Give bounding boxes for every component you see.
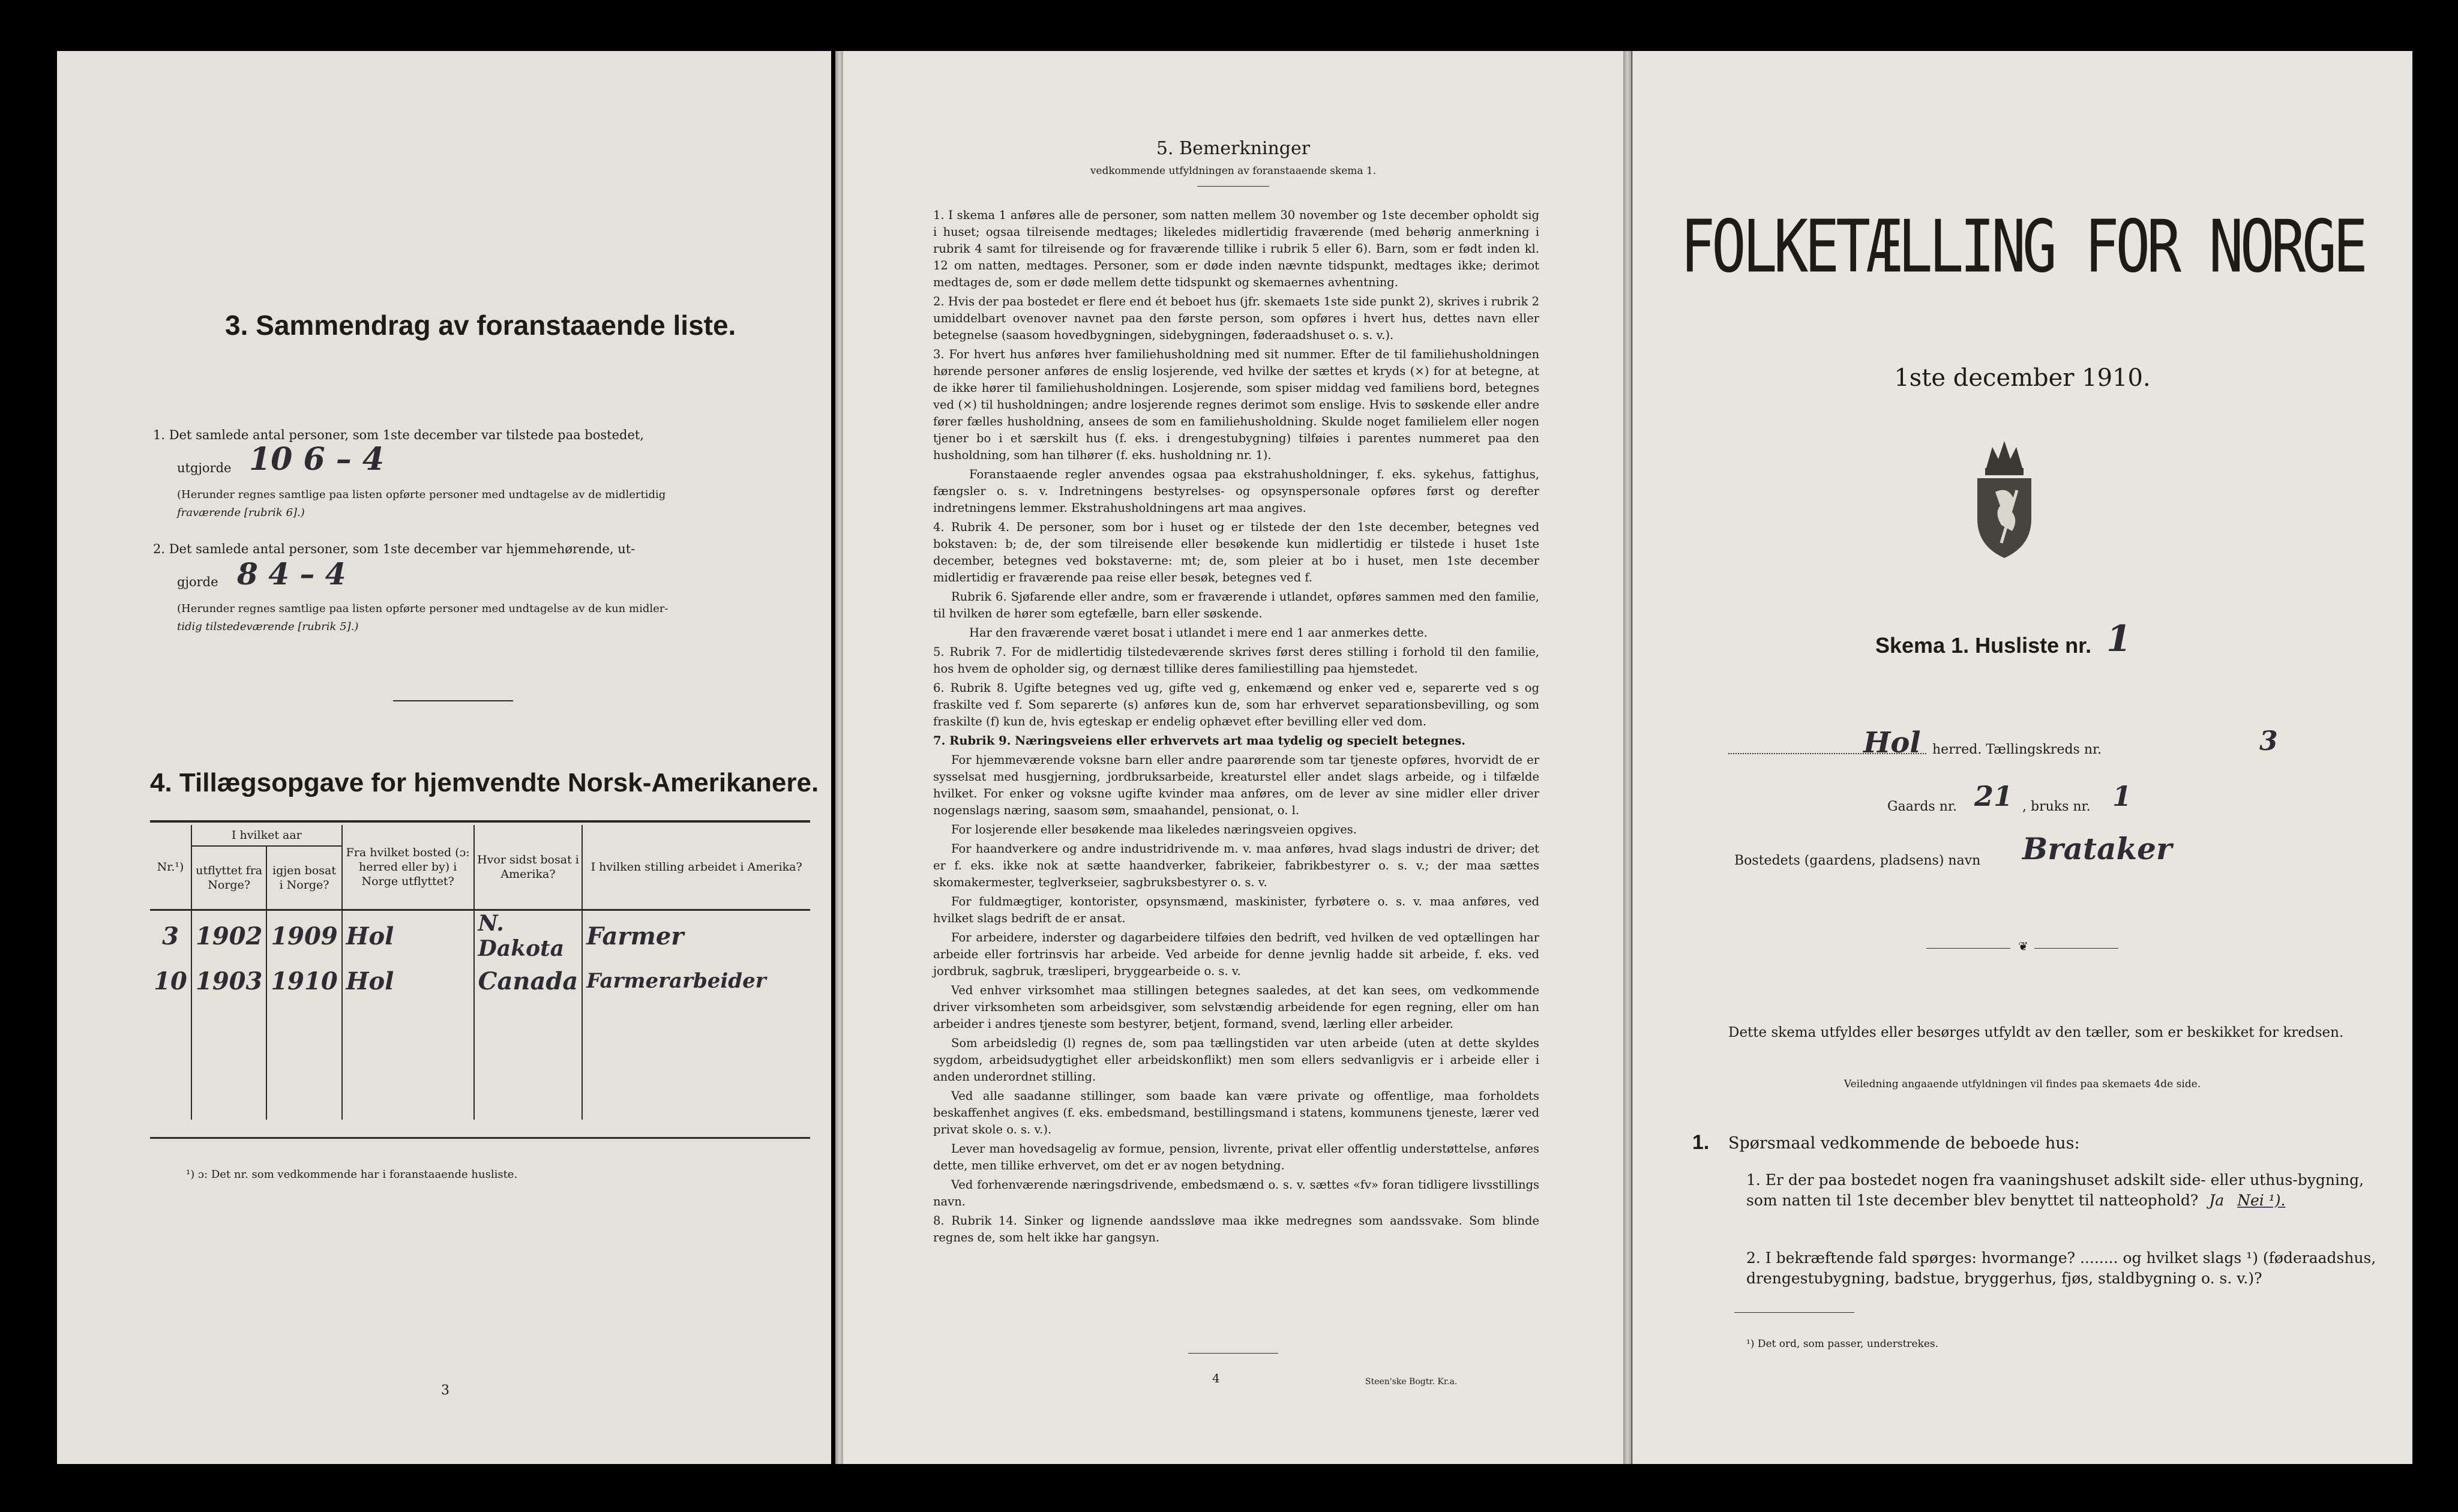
- table-row: [150, 1001, 810, 1040]
- row-where: Canada: [474, 961, 583, 1001]
- divider: [1734, 1312, 1854, 1313]
- row-from: Hol: [342, 910, 474, 962]
- table-top-rule: [150, 820, 810, 823]
- page-number: 3: [441, 1383, 449, 1398]
- divider: [2034, 948, 2118, 949]
- bruks-number: 1: [2112, 780, 2132, 812]
- left-page: [57, 51, 831, 1464]
- item1-prefix: utgjorde: [177, 461, 232, 475]
- item2-value: 8 4 – 4: [237, 556, 346, 592]
- bosted-label: Bostedets (gaardens, pladsens) navn: [1734, 853, 1981, 868]
- husliste-number: 1: [2106, 618, 2132, 660]
- row-emigrated: 1902: [191, 910, 266, 962]
- remark-paragraph: 2. Hvis der paa bostedet er flere end ét beboet hus (jfr. skemaets 1ste side punkt 2), skrives i rubrik 2 umiddelbart ovenover navnet paa den første person, som opføres i hvert hus, dettes navn eller betegnelse (saasom hovedbygningen, sidebygningen, føderaadshuset o. s. v.).: [933, 295, 1539, 342]
- answer-nei: Nei ¹).: [2237, 1192, 2286, 1209]
- remark-paragraph: For fuldmægtiger, kontorister, opsynsmænd, maskinister, fyrbøtere o. s. v. maa anføres, ved hvilket slags bedrift de er ansat.: [933, 895, 1539, 925]
- remarks-subtitle: vedkommende utfyldningen av foranstaaende skema 1.: [1090, 165, 1377, 177]
- remarks-body: [933, 207, 1539, 1249]
- col-emigrated: utflyttet fra Norge?: [191, 846, 266, 910]
- item1-text: 1. Det samlede antal personer, som 1ste december var tilstede paa bostedet,: [153, 428, 645, 442]
- row-nr: 3: [150, 910, 191, 962]
- row-job: Farmerarbeider: [582, 961, 810, 1001]
- item1-note-b: fraværende [rubrik 6].): [177, 506, 305, 519]
- table-row: [150, 910, 810, 962]
- divider: [1197, 186, 1269, 187]
- page-number: 4: [1212, 1371, 1220, 1385]
- page-fold: [835, 51, 844, 1464]
- kreds-number: 3: [2259, 726, 2278, 757]
- question-head: Spørsmaal vedkommende de beboede hus:: [1728, 1134, 2080, 1153]
- coat-of-arms-icon: [1965, 435, 2043, 561]
- remark-paragraph: Foranstaaende regler anvendes ogsaa paa ekstrahusholdninger, f. eks. sykehus, fattighus, fængsler o. s. v. Indretningens bestyrelses- og opsynspersonale opføres først og derefter indretningens lemmer. Ekstrahusholdningens art maa angives.: [933, 467, 1539, 515]
- form-title: FOLKETÆLLING FOR NORGE: [1680, 205, 2364, 289]
- gaards-number: 21: [1974, 780, 2013, 812]
- gaards-label: Gaards nr.: [1887, 799, 1957, 814]
- question-1-text: 1. Er der paa bostedet nogen fra vaaningshuset adskilt side- eller uthus-bygning, som natten til 1ste december blev benyttet til natteophold?: [1746, 1171, 2364, 1209]
- remark-paragraph: 3. For hvert hus anføres hver familiehusholdning med sit nummer. Efter de til familiehusholdningen hørende personer anføres de enslig losjerende, ved hvilke der sættes et kryds (×) for at betegne, at de ikke hører til familiehusholdningen. Losjerende, som spiser middag ved familiens bord, betegnes ved (×) til husholdningen; andre losjerende regnes derimot som enslige. Hvis to søskende eller andre fører fælles husholdning, ansees de som en familiehusholdning. Skulde noget familielem eller nogen tjener bo i et særskilt hus (f. eks. i drengestubygning) tilføies i parentes nummeret paa den husholdning, som han tilhører (f. eks. husholdning nr. 1).: [933, 347, 1539, 462]
- remark-paragraph: Har den fraværende været bosat i utlandet i mere end 1 aar anmerkes dette.: [969, 626, 1428, 640]
- row-emigrated: 1903: [191, 961, 266, 1001]
- remark-paragraph: 8. Rubrik 14. Sinker og lignende aandssløve maa ikke medregnes som aandssvake. Som blinde regnes de, som helt ikke har gangsyn.: [933, 1214, 1539, 1244]
- col-returned: igjen bosat i Norge?: [266, 846, 341, 910]
- remark-paragraph: Ved forhenværende næringsdrivende, embedsmænd o. s. v. sættes «fv» foran tidligere livsstillings navn.: [933, 1178, 1539, 1208]
- col-from: Fra hvilket bosted (ɔ: herred eller by) i Norge utflyttet?: [342, 825, 474, 910]
- return-table: [150, 825, 810, 1120]
- col-where: Hvor sidst bosat i Amerika?: [474, 825, 583, 910]
- question-head-number: 1.: [1692, 1131, 1710, 1154]
- col-job: I hvilken stilling arbeidet i Amerika?: [582, 825, 810, 910]
- question-2: 2. I bekræftende fald spørges: hvormange? ........ og hvilket slags ¹) (føderaadshus, drengestubygning, badstue, bryggerhus, fjøs, staldbygning o. s. v.)?: [1746, 1249, 2376, 1287]
- section4-title: 4. Tillægsopgave for hjemvendte Norsk-Amerikanere.: [150, 768, 819, 797]
- printer-mark: Steen'ske Bogtr. Kr.a.: [1365, 1377, 1458, 1387]
- col-nr: Nr.¹): [150, 825, 191, 910]
- remark-paragraph: For haandverkere og andre industridrivende m. v. maa anføres, hvad slags industri de driver; det er f. eks. ikke nok at sætte haandverker, fabrikeier, fabrikbestyrer o. s. v.; der maa sættes skomakermester, teglverkseier, sagbruksbestyrer o. s. v.: [933, 842, 1539, 889]
- right-page: [1632, 51, 2412, 1464]
- remark-paragraph: Lever man hovedsagelig av formue, pension, livrente, privat eller offentlig understøttelse, anføres dette, men tillike erhvervet, om det er av nogen betydning.: [933, 1142, 1539, 1172]
- question-1: [1746, 1170, 2382, 1211]
- remark-paragraph: Som arbeidsledig (l) regnes de, som paa tællingstiden var uten arbeide (uten at dette skyldes sygdom, arbeidsudygtighet eller arbeidskonflikt) men som ellers sedvanligvis er i arbeide eller i anden underordnet stilling.: [933, 1036, 1539, 1084]
- instruction-text: Dette skema utfyldes eller besørges utfyldt av den tæller, som er beskikket for kredsen.: [1728, 1025, 2344, 1040]
- item1-note-a: (Herunder regnes samtlige paa listen opførte personer med undtagelse av de midlertidig: [177, 488, 666, 501]
- instruction-note: Veiledning angaaende utfyldningen vil findes paa skemaets 4de side.: [1844, 1078, 2201, 1090]
- row-job: Farmer: [582, 910, 810, 962]
- table-bottom-rule: [150, 1137, 810, 1139]
- row-returned: 1909: [266, 910, 341, 962]
- remarks-title: 5. Bemerkninger: [1156, 138, 1311, 159]
- answer-ja: Ja: [2209, 1192, 2225, 1209]
- remark-paragraph: Ved enhver virksomhet maa stillingen betegnes saaledes, at det kan sees, om vedkommende driver virksomheten som arbeidsgiver, som selvstændig arbeidende for egen regning, eller om han arbeider i andres tjeneste som bestyrer, betjent, formand, svend, lærling eller arbeider.: [933, 983, 1539, 1031]
- col-year-group: I hvilket aar: [191, 825, 342, 846]
- divider: [1188, 1353, 1278, 1354]
- item2-text: 2. Det samlede antal personer, som 1ste december var hjemmehørende, ut-: [153, 542, 636, 556]
- row-returned: 1910: [266, 961, 341, 1001]
- skema-label: Skema 1. Husliste nr.: [1875, 633, 2092, 658]
- remark-paragraph: For hjemmeværende voksne barn eller andre paarørende som tar tjeneste opføres, hvorvidt de er sysselsat med husgjerning, jordbruksarbeide, kreaturstel eller andet slags arbeide, og i tilfælde hvilket. For enker og voksne ugifte kvinder maa anføres, om de lever av sine midler eller driver nogenslags næring, saasom søm, smaahandel, pensionat, o. l.: [933, 753, 1539, 817]
- divider: [393, 700, 513, 701]
- form-date: 1ste december 1910.: [1894, 364, 2151, 392]
- remark-paragraph: Rubrik 6. Sjøfarende eller andre, som er fraværende i utlandet, opføres sammen med den familie, til hvilken de hører som egtefælle, barn eller søskende.: [933, 590, 1539, 620]
- remark-paragraph: 1. I skema 1 anføres alle de personer, som natten mellem 30 november og 1ste december opholdt sig i huset; ogsaa tilreisende medtages; likeledes midlertidig fraværende (med behørig anmerkning i rubrik 4 samt for tilreisende og for fraværende tillike i rubrik 5 eller 6). Barn, som er født inden kl. 12 om natten, medtages. Personer, som er døde inden nævnte tidspunkt, medtages ikke; derimot medtages de, som er døde mellem dette tidspunkt og skemaernes avhentning.: [933, 208, 1539, 289]
- remark-paragraph: For losjerende eller besøkende maa likeledes næringsveien opgives.: [951, 823, 1357, 836]
- table-row: [150, 961, 810, 1001]
- bosted-value: Brataker: [2022, 831, 2172, 866]
- remark-paragraph: Ved alle saadanne stillinger, som baade kan være private og offentlige, maa forholdets beskaffenhet angives (f. eks. embedsmand, bestillingsmand i statens, kommunens tjeneste, lærer ved privat skole o. s. v.).: [933, 1089, 1539, 1136]
- row-nr: 10: [150, 961, 191, 1001]
- section3-title: 3. Sammendrag av foranstaaende liste.: [225, 310, 736, 341]
- table-footnote: ¹) ɔ: Det nr. som vedkommende har i foranstaaende husliste.: [186, 1168, 518, 1181]
- bruks-label: , bruks nr.: [2022, 799, 2091, 814]
- right-footnote: ¹) Det ord, som passer, understrekes.: [1746, 1338, 1939, 1350]
- item2-prefix: gjorde: [177, 575, 218, 589]
- herred-label: herred. Tællingskreds nr.: [1932, 742, 2102, 757]
- table-row: [150, 1080, 810, 1120]
- table-row: [150, 1040, 810, 1080]
- item2-note-a: (Herunder regnes samtlige paa listen opførte personer med undtagelse av de kun midler-: [177, 602, 669, 615]
- row-from: Hol: [342, 961, 474, 1001]
- item2-note-b: tidig tilstedeværende [rubrik 5].): [177, 620, 359, 633]
- remark-paragraph: For arbeidere, inderster og dagarbeidere tilføies den bedrift, ved hvilken de ved optællingen har arbeide eller fortrinsvis har arbeide. Ved arbeide for denne jevnlig hadde sit arbeide, f. eks. ved jordbruk, sagbruk, træsliperi, bryggearbeide o. s. v.: [933, 931, 1539, 978]
- divider: [1926, 948, 2010, 949]
- ornament-icon: ❦: [2018, 939, 2028, 953]
- herred-value: Hol: [1863, 726, 1921, 760]
- remark-paragraph: 7. Rubrik 9. Næringsveiens eller erhvervets art maa tydelig og specielt betegnes.: [933, 734, 1465, 748]
- page-fold: [1623, 51, 1632, 1464]
- item1-value: 10 6 – 4: [249, 441, 385, 478]
- remark-paragraph: 4. Rubrik 4. De personer, som bor i huset og er tilstede der den 1ste december, betegnes ved bokstaven: b; de, der som tilreisende eller besøkende kun midlertidig er tilstede i huset 1ste december, betegnes ved bokstaverne: mt; de, som pleier at bo i huset, men 1ste december midlertidig er fraværende paa reise eller besøk, betegnes ved f.: [933, 520, 1539, 584]
- remark-paragraph: 6. Rubrik 8. Ugifte betegnes ved ug, gifte ved g, enkemænd og enker ved e, separerte ved s og fraskilte ved f. Som separerte (s) anføres kun de, som har erhvervet separationsbevilling, og som fraskilte (f) kun de, hvis egteskap er endelig ophævet efter bevilling eller ved dom.: [933, 681, 1539, 728]
- row-where: N. Dakota: [474, 910, 583, 962]
- remark-paragraph: 5. Rubrik 7. For de midlertidig tilstedeværende skrives først deres stilling i forhold til den familie, hos hvem de opholder sig, og dernæst tillike deres familiestilling paa hjemstedet.: [933, 645, 1539, 676]
- middle-page: [843, 51, 1623, 1464]
